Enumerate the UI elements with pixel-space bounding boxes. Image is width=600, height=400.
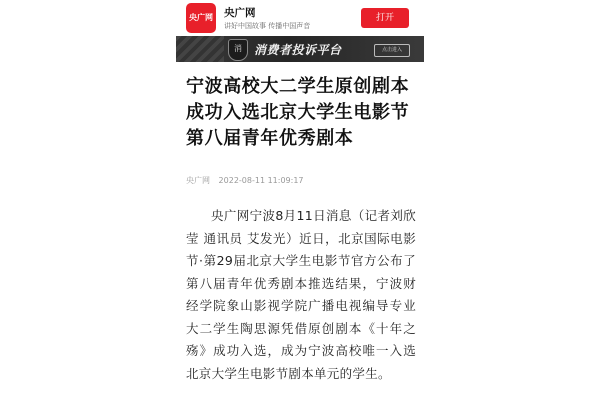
app-slogan: 讲好中国故事 传播中国声音 (224, 22, 311, 30)
banner-title: 消费者投诉平台 (254, 43, 342, 57)
article-datetime: 2022-08-11 11:09:17 (218, 176, 304, 185)
banner-stripe-decoration (176, 36, 224, 62)
banner-enter-button[interactable]: 点击进入 (374, 44, 410, 57)
shield-icon: 消 (228, 39, 248, 61)
article-meta (186, 175, 304, 186)
app-name: 央广网 (224, 7, 256, 19)
open-app-button[interactable]: 打开 (361, 8, 409, 28)
complaint-platform-banner[interactable] (176, 36, 424, 62)
article-body: 央广网宁波8月11日消息（记者刘欣莹 通讯员 艾发光）近日，北京国际电影节·第29届北京大学生电影节官方公布了第八届青年优秀剧本推选结果，宁波财经学院象山影视学院广播电视编导专业大二学生陶思源凭借原创剧本《十年之殇》成功入选，成为宁波高校唯一入选北京大学生电影节剧本单元的学生。 (186, 208, 416, 381)
cnr-logo-icon[interactable]: 央广网 (186, 3, 216, 33)
article-page (176, 0, 424, 400)
article-title: 宁波高校大二学生原创剧本成功入选北京大学生电影节第八届青年优秀剧本 (186, 76, 410, 149)
article-source: 央广网 (186, 176, 210, 185)
app-download-bar (176, 0, 424, 34)
